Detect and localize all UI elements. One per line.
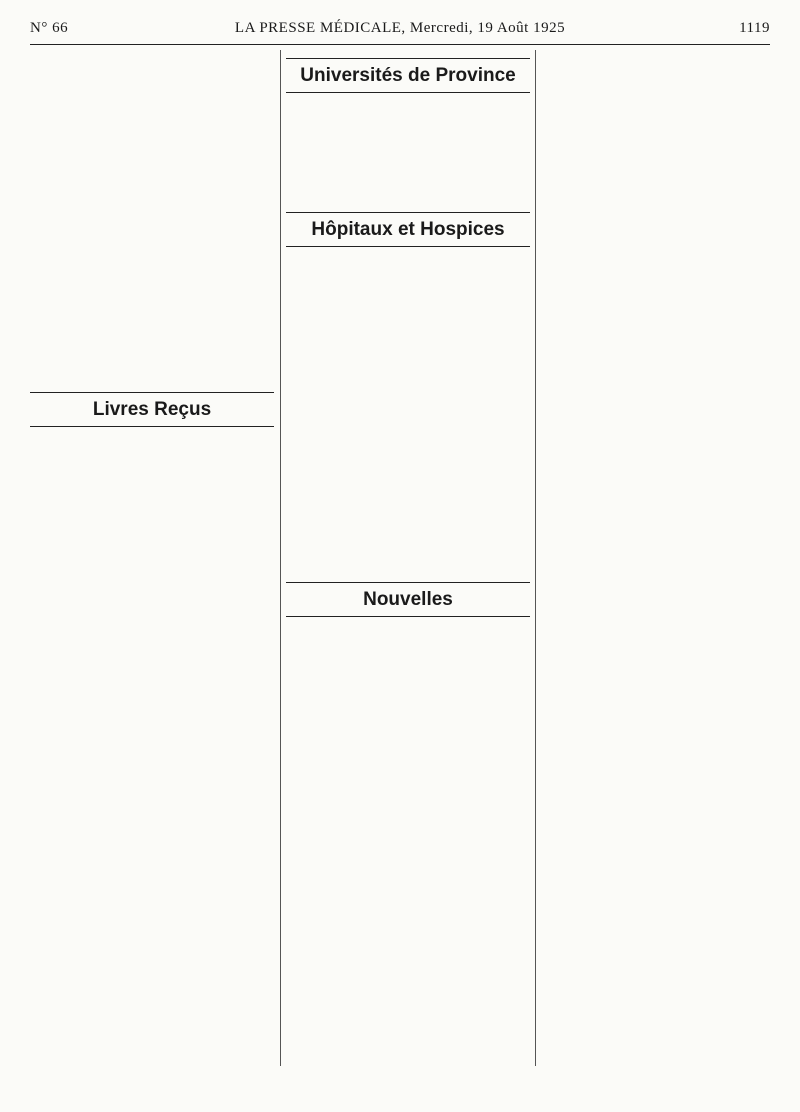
column-2 <box>286 52 530 1066</box>
header-rule <box>30 44 770 45</box>
book-list <box>30 430 274 892</box>
column-1 <box>30 52 274 1066</box>
column-3 <box>540 52 770 1066</box>
column-divider <box>535 50 536 1066</box>
page-number: 1119 <box>739 20 770 36</box>
article-text <box>30 52 274 382</box>
section-title: Livres Reçus <box>92 399 212 420</box>
section-heading <box>286 212 530 247</box>
column-divider <box>280 50 281 1066</box>
section-title: Universités de Province <box>300 65 516 86</box>
section-title: Hôpitaux et Hospices <box>311 219 505 240</box>
masthead: LA PRESSE MÉDICALE, Mercredi, 19 Août 1925 <box>234 20 566 36</box>
article-text <box>286 100 530 202</box>
section-title: Nouvelles <box>363 589 453 610</box>
section-heading <box>30 392 274 427</box>
section-heading <box>286 582 530 617</box>
article-text <box>286 252 530 572</box>
article-text <box>286 622 530 1112</box>
page-header <box>30 16 770 40</box>
issue-number: N° 66 <box>30 20 69 36</box>
notice <box>30 902 274 1102</box>
notice-body <box>30 902 274 1102</box>
section-heading <box>286 58 530 93</box>
article-text <box>540 52 770 1062</box>
